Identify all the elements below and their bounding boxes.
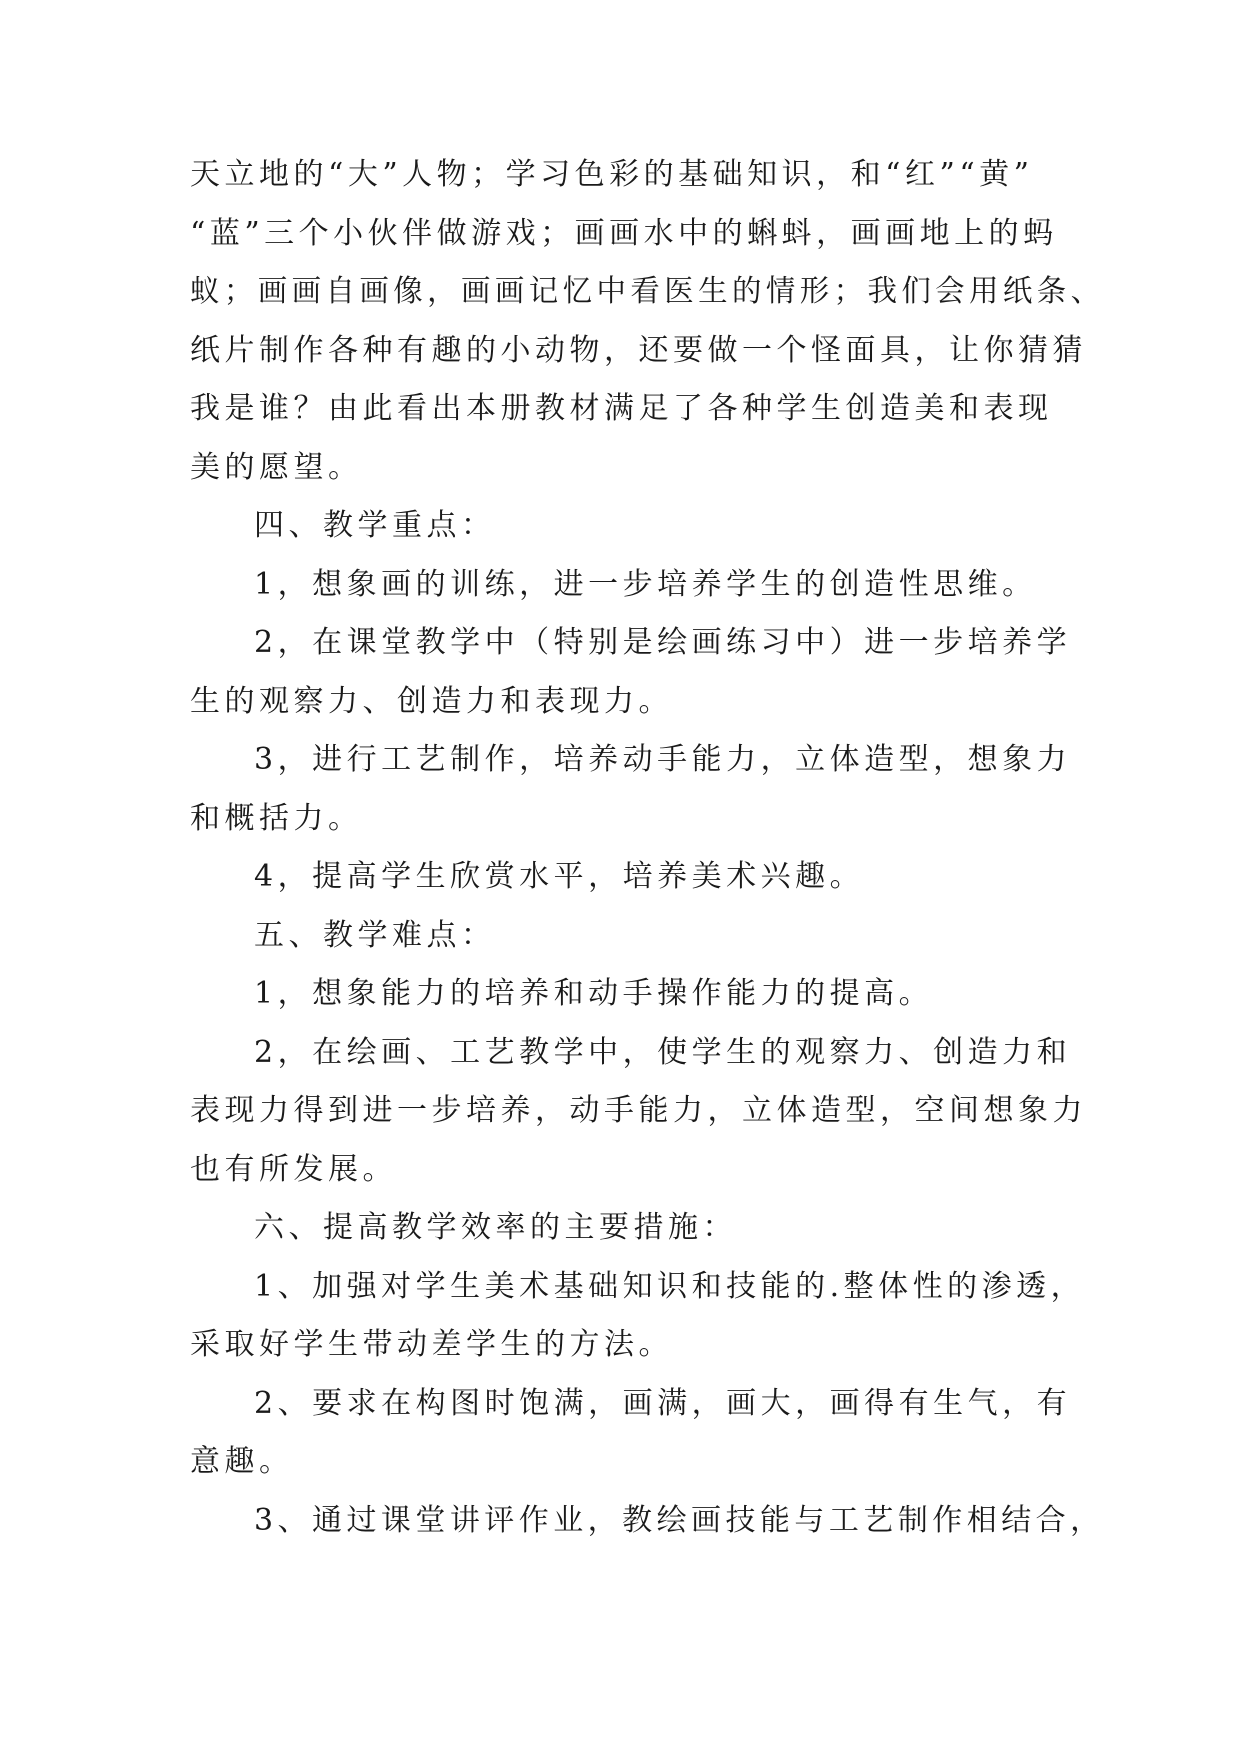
text-line-16: 2，在绘画、工艺教学中，使学生的观察力、创造力和 — [254, 1034, 1072, 1070]
text-line-5: 我是谁？由此看出本册教材满足了各种学生创造美和表现 — [190, 391, 1053, 426]
text-line-15: 1，想象能力的培养和动手操作能力的提高。 — [254, 976, 934, 1011]
section-heading-measures: 六、提高教学效率的主要措施： — [254, 1210, 737, 1245]
text-line-17: 表现力得到进一步培养，动手能力，立体造型，空间想象力 — [190, 1093, 1087, 1128]
text-line-23: 意趣。 — [190, 1444, 294, 1479]
text-line-10: 生的观察力、创造力和表现力。 — [190, 683, 673, 719]
text-line-8: 1，想象画的训练，进一步培养学生的创造性思维。 — [254, 566, 1037, 602]
section-heading-key-points: 四、教学重点： — [254, 508, 496, 543]
text-line-11: 3，进行工艺制作，培养动手能力，立体造型，想象力 — [254, 742, 1072, 777]
text-line-2: “蓝”三个小伙伴做游戏；画画水中的蝌蚪，画画地上的蚂 — [190, 215, 1058, 251]
text-line-9: 2，在课堂教学中（特别是绘画练习中）进一步培养学 — [254, 625, 1072, 660]
text-line-3: 蚁；画画自画像，画画记忆中看医生的情形；我们会用纸条、 — [190, 274, 1105, 309]
text-line-1: 天立地的“大”人物；学习色彩的基础知识，和“红”“黄” — [190, 157, 1034, 192]
section-heading-difficulties: 五、教学难点： — [254, 917, 496, 953]
text-line-4: 纸片制作各种有趣的小动物，还要做一个怪面具，让你猜猜 — [190, 332, 1087, 368]
text-line-18: 也有所发展。 — [190, 1151, 397, 1187]
text-line-20: 1、加强对学生美术基础知识和技能的.整体性的渗透， — [254, 1268, 1086, 1304]
text-line-21: 采取好学生带动差学生的方法。 — [190, 1327, 673, 1362]
text-line-24: 3、通过课堂讲评作业，教绘画技能与工艺制作相结合， — [254, 1502, 1105, 1538]
text-line-6: 美的愿望。 — [190, 449, 363, 485]
text-line-12: 和概括力。 — [190, 800, 363, 836]
text-line-13: 4，提高学生欣赏水平，培养美术兴趣。 — [254, 859, 865, 894]
text-line-22: 2、要求在构图时饱满，画满，画大，画得有生气，有 — [254, 1385, 1072, 1421]
